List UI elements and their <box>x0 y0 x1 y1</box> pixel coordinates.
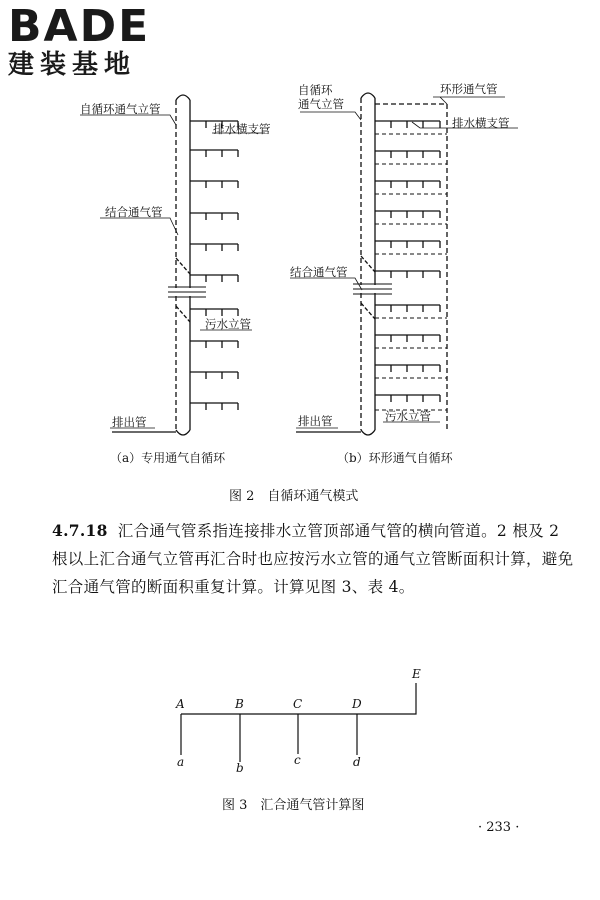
fig3-letter-D: D <box>352 697 362 711</box>
b-break-mark <box>353 284 392 294</box>
a-bottom-join <box>176 430 190 435</box>
figure3-drawing <box>181 683 416 762</box>
figure2-title: 图 2 自循环通气模式 <box>229 489 359 504</box>
a-label-vent-stack: 自循环通气立管 <box>80 102 161 116</box>
a-stack-top <box>176 95 190 100</box>
b-combined-vent-lower <box>361 303 375 319</box>
b-label-drain-pipe: 排出管 <box>298 414 333 428</box>
page-number: · 233 · <box>478 820 520 835</box>
fig3-letter-b: b <box>236 761 244 775</box>
fig3-letter-B: B <box>235 697 244 711</box>
a-combined-vent-upper <box>176 258 190 274</box>
logo-main-text: BADE <box>8 1 151 52</box>
a-combined-vent-lower <box>176 306 190 322</box>
a-label-combined-vent: 结合通气管 <box>105 205 163 219</box>
b-bottom-join <box>361 430 375 435</box>
fig3-letter-a: a <box>177 755 185 769</box>
paragraph-number: 4.7.18 <box>52 521 108 540</box>
b-combined-vent-upper <box>361 256 375 272</box>
fig3-letter-E: E <box>412 667 421 681</box>
a-caption: （a）专用通气自循环 <box>110 451 226 465</box>
b-loop-vents <box>375 134 447 410</box>
b-stack-top <box>361 93 375 98</box>
b-label-soil-stack: 污水立管 <box>385 409 431 423</box>
a-label-soil-stack: 污水立管 <box>205 317 251 331</box>
a-branch-pipes <box>190 121 238 410</box>
a-break-mark <box>168 287 206 297</box>
a-label-drain-pipe: 排出管 <box>112 415 147 429</box>
fig3-letter-c: c <box>294 753 301 767</box>
b-label-loop-vent: 环形通气管 <box>440 82 498 96</box>
fig3-letter-d: d <box>353 755 361 769</box>
b-loop-vent-stack <box>375 104 447 430</box>
logo-sub-text: 建装基地 <box>8 50 137 80</box>
figure3-title: 图 3 汇合通气管计算图 <box>222 798 365 813</box>
paragraph-4-7-18 <box>52 517 577 601</box>
b-label-branch-pipe: 排水横支管 <box>452 116 510 130</box>
paragraph-text: 汇合通气管系指连接排水立管顶部通气管的横向管道。2 根及 2 根以上汇合通气立管再汇合时也应按污水立管的通气立管断面积计算，避免汇合通气管的断面积重复计算。计算见图 3、表 4。 <box>52 522 574 596</box>
fig3-letter-C: C <box>293 697 303 711</box>
b-branch-pipes <box>375 121 440 402</box>
b-label-vent-stack: 自循环 通气立管 <box>298 83 344 111</box>
fig3-letter-A: A <box>176 697 185 711</box>
b-caption: （b）环形通气自循环 <box>337 451 453 465</box>
b-label-combined-vent: 结合通气管 <box>290 265 348 279</box>
a-label-branch-pipe: 排水横支管 <box>213 122 271 136</box>
